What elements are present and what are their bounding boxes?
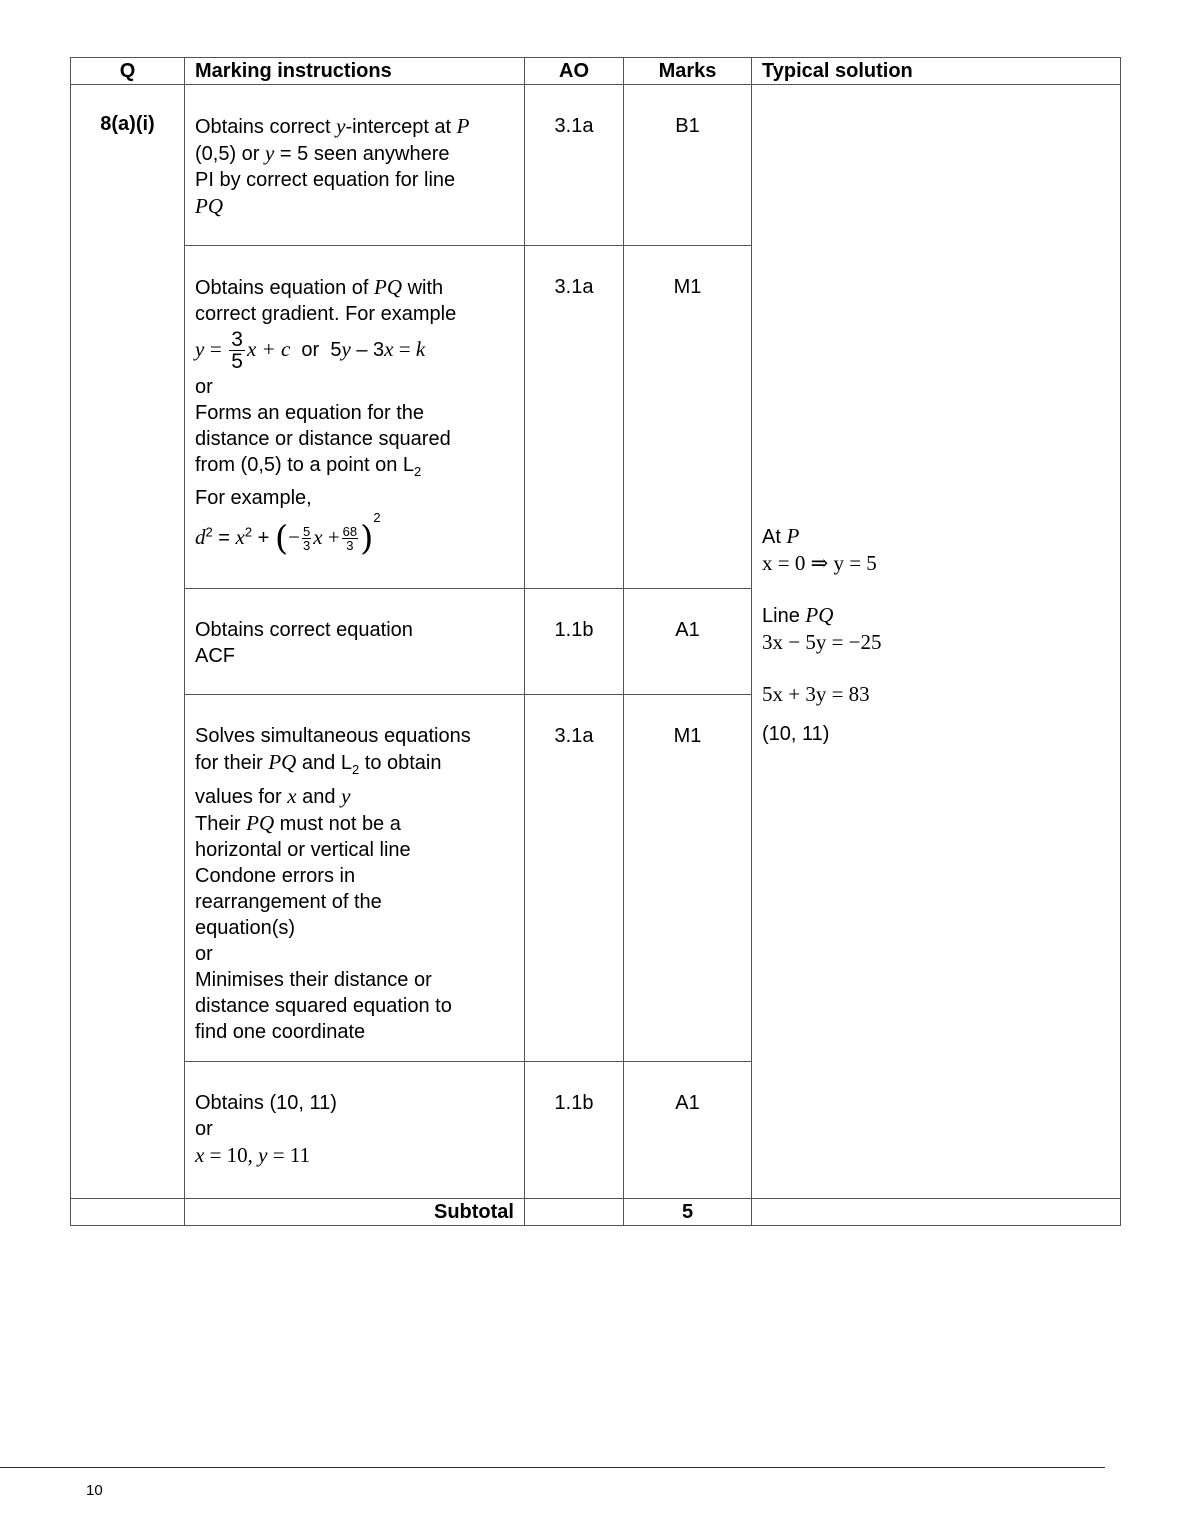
- question-number: 8(a)(i): [71, 85, 185, 1199]
- ao-cell: 1.1b: [525, 1062, 624, 1199]
- footer-divider: [0, 1467, 1105, 1468]
- solution-line: 5x + 3y = 83: [762, 682, 870, 706]
- header-q: Q: [71, 58, 185, 85]
- marks-cell: M1: [624, 246, 752, 589]
- page-number: 10: [86, 1482, 103, 1499]
- header-ao: AO: [525, 58, 624, 85]
- solution-line: 3x − 5y = −25: [762, 630, 882, 654]
- instruction-cell: Obtains correct y-intercept at P (0,5) or y = 5 seen anywhere PI by correct equation for line PQ: [185, 85, 525, 246]
- subtotal-label: Subtotal: [185, 1199, 525, 1226]
- instruction-cell: Solves simultaneous equations for their PQ and $L_2$ to obtain values for x and y Their PQ must not be a horizontal or vertical line Condone errors in rearrangement of the equation(s) or Minimises their distance or distance squared equation to find one coordinate: [185, 695, 525, 1062]
- instruction-cell: Obtains correct equation ACF: [185, 589, 525, 695]
- marks-cell: A1: [624, 589, 752, 695]
- marks-cell: M1: [624, 695, 752, 1062]
- solution-block: [762, 523, 1112, 747]
- solution-line: At P: [762, 524, 800, 548]
- instruction-cell: Obtains equation of PQ with correct gradient. For example y = $\frac{3}{5}$ x + c or 5y – 3x = k or Forms an equation for the distance or distance squared from (0,5) to a point on $L_2$ For example, $d^2 = x^2$ + (− $\frac{5}{3}$ x + $\frac{68}{3}$ )$^2$: [185, 246, 525, 589]
- mark-scheme-table: [70, 57, 1121, 1226]
- ao-cell: 3.1a: [525, 85, 624, 246]
- subtotal-marks: 5: [624, 1199, 752, 1226]
- marks-cell: B1: [624, 85, 752, 246]
- ao-cell: 3.1a: [525, 695, 624, 1062]
- typical-solution-cell: [752, 85, 1121, 1199]
- header-solution: Typical solution: [752, 58, 1121, 85]
- header-row: [71, 58, 1121, 85]
- header-marks: Marks: [624, 58, 752, 85]
- instruction-cell: Obtains (10, 11) or x = 10, y = 11: [185, 1062, 525, 1199]
- table-row: [71, 85, 1121, 246]
- header-instructions: Marking instructions: [185, 58, 525, 85]
- marks-cell: A1: [624, 1062, 752, 1199]
- ao-cell: 3.1a: [525, 246, 624, 589]
- distance-equation: $d^2 = x^2$ + (− $\frac{5}{3}$ x + $\frac{68}{3}$ )$^2$: [195, 510, 381, 559]
- ao-cell: 1.1b: [525, 589, 624, 695]
- solution-line: x = 0 ⇒ y = 5: [762, 551, 877, 575]
- solution-line: (10, 11): [762, 723, 830, 745]
- example-equation: y = $\frac{3}{5}$ x + c or 5y – 3x = k: [195, 328, 426, 373]
- solution-line: Line PQ: [762, 603, 834, 627]
- subtotal-row: [71, 1199, 1121, 1226]
